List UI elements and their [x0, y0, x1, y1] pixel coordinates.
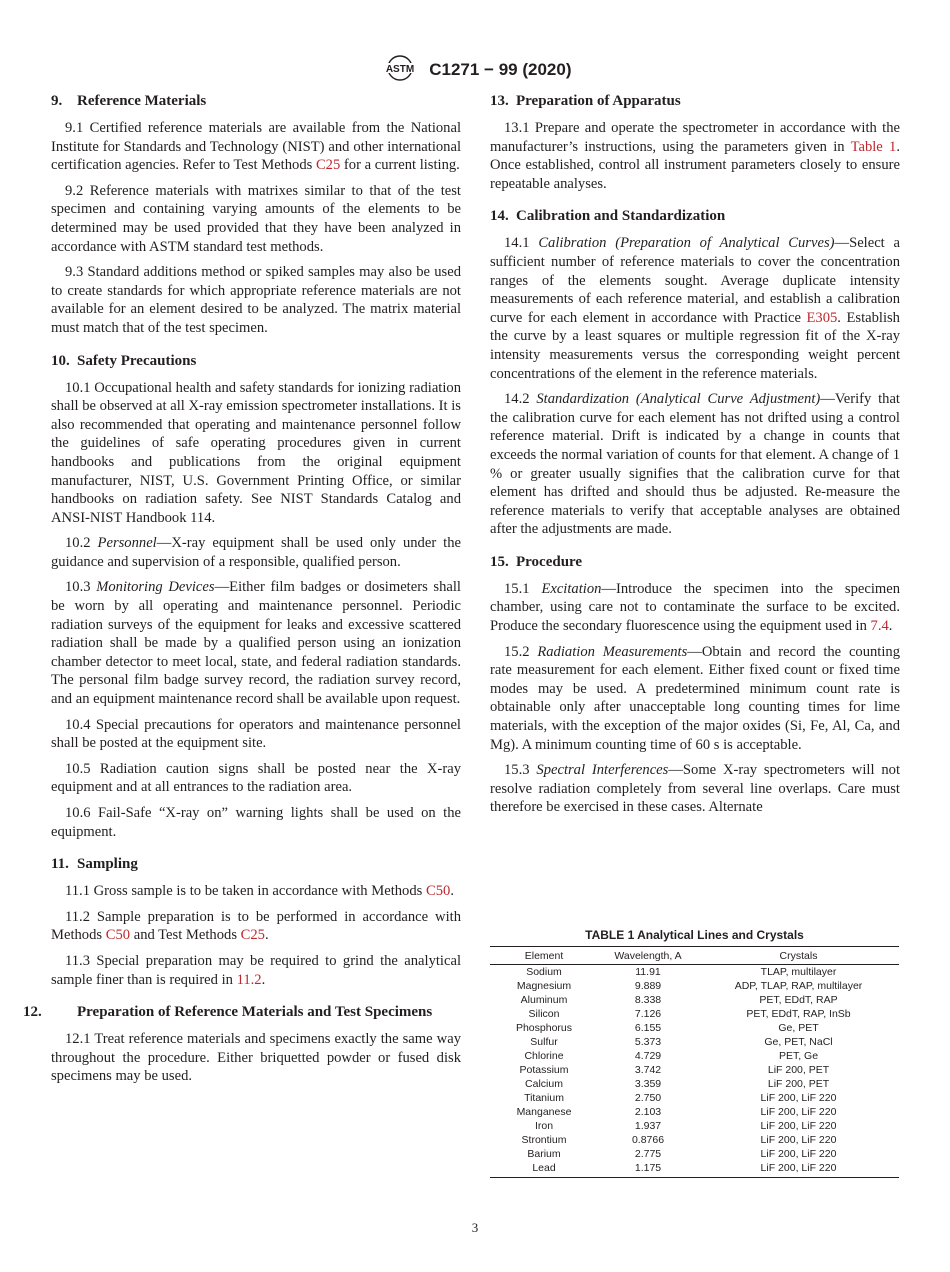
analytical-lines-table — [490, 946, 899, 1178]
table-row — [490, 1147, 899, 1161]
table-cell: LiF 200, PET — [767, 1064, 830, 1076]
table-cell: PET, EDdT, RAP — [759, 994, 838, 1006]
table-row — [490, 965, 899, 980]
link-table-1[interactable]: Table 1 — [850, 138, 897, 155]
paragraph-10-4: 10.4 Special precautions for operators and maintenance personnel shall be posted at the equipment site. — [51, 716, 461, 752]
table-row — [490, 993, 899, 1007]
table-cell: Ge, PET — [778, 1022, 819, 1034]
table-cell: 8.338 — [634, 994, 662, 1006]
section-13 — [490, 92, 900, 193]
table-cell: 4.729 — [634, 1050, 662, 1062]
table-cell: Phosphorus — [515, 1022, 573, 1034]
table-cell: Titanium — [524, 1092, 564, 1104]
table-cell: Manganese — [516, 1106, 572, 1118]
table-cell: LiF 200, LiF 220 — [760, 1106, 837, 1118]
table-cell: Lead — [490, 1161, 598, 1178]
table-row — [490, 1161, 899, 1178]
table-cell: 9.889 — [634, 980, 662, 992]
paragraph-9-1: 9.1 Certified reference materials are available from the National Institute for Standards and Technology (NIST) and other international certification agencies. Refer to Test Methods C25 for a current listing. — [51, 120, 461, 174]
link-11-2[interactable]: 11.2 — [236, 971, 262, 988]
table-row — [490, 1007, 899, 1021]
link-7-4[interactable]: 7.4 — [870, 618, 889, 635]
table-cell: 3.359 — [634, 1078, 662, 1090]
page-header — [0, 56, 950, 84]
link-c25[interactable]: C25 — [240, 927, 265, 944]
table-header-row — [490, 947, 899, 965]
section-15 — [490, 553, 900, 817]
paragraph-10-3: 10.3 Monitoring Devices—Either film badges or dosimeters shall be worn by all operating and maintenance personnel. Periodic radiation surveys of the equipment for leaks and excessive scattered radiation shall be made by a qualified person using an ionization chamber detector to meet local, state, and federal radiation standards. The personal film badge survey record, the radiation survey record, and an equipment maintenance record shall be available upon request. — [51, 579, 461, 708]
table-cell: 1.937 — [634, 1120, 662, 1132]
table-cell: 3.742 — [634, 1064, 662, 1076]
section-heading: 9. Reference Materials — [51, 93, 207, 109]
table-row — [490, 1021, 899, 1035]
table-row — [490, 1091, 899, 1105]
table-cell: Potassium — [519, 1064, 569, 1076]
paragraph-13-1: 13.1 Prepare and operate the spectrometer in accordance with the manufacturer’s instructions, using the parameters given in Table 1. Once established, control all instrument parameters closely to ensure repeatable analyses. — [490, 120, 900, 192]
table-cell: LiF 200, LiF 220 — [760, 1120, 837, 1132]
table-cell: TLAP, multilayer — [760, 966, 837, 978]
paragraph-11-2: 11.2 Sample preparation is to be performed in accordance with Methods C50 and Test Methods C25. — [51, 908, 461, 944]
paragraph-10-1: 10.1 Occupational health and safety standards for ionizing radiation shall be observed at all X-ray emission spectrometer installations. It is also recommended that operating and maintenance personnel follow the guidelines of safe operating procedures given in current handbooks and publications from the original equipment manufacturer, NIST, U.S. Government Printing Office, or similar handbooks on radiation safety. See NIST Standards Catalog and ANSI-NIST Handbook 114. — [51, 379, 461, 526]
section-heading: 11. Sampling — [51, 856, 138, 873]
table-cell: Aluminum — [520, 994, 568, 1006]
table-cell: Magnesium — [516, 980, 572, 992]
table-cell: Calcium — [525, 1078, 563, 1090]
paragraph-9-2: 9.2 Reference materials with matrixes similar to that of the test specimen and containing varying amounts of the elements to be determined may be used provided that they have been analyzed in accordance with ASTM standard test methods. — [51, 182, 461, 255]
paragraph-10-6: 10.6 Fail-Safe “X-ray on” warning lights shall be used on the equipment. — [51, 805, 461, 840]
paragraph-12-1: 12.1 Treat reference materials and specimens exactly the same way throughout the procedure. Either briquetted powder or fused disk specimens may be used. — [51, 1031, 461, 1085]
left-column — [23, 92, 462, 1100]
paragraph-11-1: 11.1 Gross sample is to be taken in accordance with Methods C50. — [65, 883, 454, 900]
section-11 — [51, 855, 461, 989]
section-heading: 14. Calibration and Standardization — [490, 208, 726, 225]
table-title: TABLE 1 Analytical Lines and Crystals — [585, 928, 804, 942]
table-cell: LiF 200, LiF 220 — [760, 1134, 837, 1146]
section-heading: 13. Preparation of Apparatus — [490, 93, 681, 109]
right-column — [490, 92, 900, 831]
table-cell: 1.175 — [598, 1161, 698, 1178]
table-cell: LiF 200, LiF 220 — [698, 1161, 899, 1178]
paragraph-10-2: 10.2 Personnel—X-ray equipment shall be used only under the guidance and supervision of a responsible, qualified person. — [51, 535, 462, 570]
table-cell: 5.373 — [634, 1036, 662, 1048]
link-c25[interactable]: C25 — [315, 157, 341, 174]
table-cell: Sulfur — [530, 1036, 558, 1048]
section-heading: 10. Safety Precautions — [51, 352, 197, 369]
paragraph-15-3: 15.3 Spectral Interferences—Some X-ray spectrometers will not resolve radiation completely from several line overlaps. Care must therefore be exercised in these cases. Alternate — [490, 762, 900, 816]
astm-logo-text: ASTM — [385, 64, 414, 75]
table-cell: Ge, PET, NaCl — [764, 1036, 833, 1048]
table-cell: 2.750 — [634, 1092, 662, 1104]
link-c50[interactable]: C50 — [105, 927, 131, 944]
table-row — [490, 1105, 899, 1119]
paragraph-9-3: 9.3 Standard additions method or spiked samples may also be used to create standards for which appropriate reference materials are not available for an element desired to be analyzed. The matrix material must match that of the test specimen. — [51, 264, 461, 336]
astm-logo-icon — [379, 54, 421, 82]
table-cell: 7.126 — [634, 1008, 662, 1020]
table-cell: 2.103 — [634, 1106, 662, 1118]
table-cell: LiF 200, LiF 220 — [760, 1148, 837, 1160]
section-14 — [490, 207, 900, 539]
table-row — [490, 1063, 899, 1077]
paragraph-10-5: 10.5 Radiation caution signs shall be posted near the X-ray equipment and at all entrances to the radiation area. — [51, 760, 461, 796]
paragraph-15-1: 15.1 Excitation—Introduce the specimen into the specimen chamber, using care not to contaminate the surface to be excited. Produce the secondary fluorescence using the equipment used in 7.4. — [490, 580, 900, 635]
table-cell: Iron — [534, 1120, 554, 1132]
table-row — [490, 1035, 899, 1049]
section-9 — [51, 92, 461, 338]
paragraph-14-1: 14.1 Calibration (Preparation of Analytical Curves)—Select a sufficient number of reference materials to cover the concentration ranges of the elements sought. Average duplicate intensity measurements of each reference material, and establish a calibration curve for each element in accordance with Practice E305. Establish the curve by a least squares or multiple regression fit of the X-ray intensity measurements versus the corresponding weight percent concentrations of the element in the reference materials. — [490, 235, 900, 382]
page-number: 3 — [471, 1220, 479, 1235]
table-cell: LiF 200, PET — [767, 1078, 830, 1090]
section-heading: 12. Preparation of Reference Materials and Test Specimens — [23, 1004, 433, 1021]
paragraph-15-2: 15.2 Radiation Measurements—Obtain and record the counting rate measurement for each element. Either fixed count or fixed time modes may be used. A predetermined minimum count rate is obtainable only after unacceptable long counting times for lime materials, with the exception of the major oxides (Si, Fe, Al, Ca, and Mg). A minimum counting time of 60 s is acceptable. — [490, 643, 901, 753]
table-cell: ADP, TLAP, RAP, multilayer — [734, 980, 863, 992]
column-header: Crystals — [698, 947, 899, 965]
table-row — [490, 1133, 899, 1147]
table-cell: Strontium — [521, 1134, 567, 1146]
link-c50[interactable]: C50 — [425, 883, 451, 900]
column-header: Wavelength, A — [598, 947, 698, 965]
table-cell: LiF 200, LiF 220 — [760, 1092, 837, 1104]
table-cell: Barium — [527, 1148, 561, 1160]
link-e305[interactable]: E305 — [806, 309, 838, 326]
table-cell: Chlorine — [524, 1050, 564, 1062]
table-row — [490, 1119, 899, 1133]
document-id: C1271 − 99 (2020) — [429, 60, 572, 79]
table-row — [490, 979, 899, 993]
table-cell: 11.91 — [635, 966, 661, 978]
table-cell: PET, EDdT, RAP, InSb — [746, 1008, 851, 1020]
table-cell: Silicon — [528, 1008, 560, 1020]
table-cell: PET, Ge — [778, 1050, 819, 1062]
table-cell: 0.8766 — [631, 1134, 665, 1146]
paragraph-14-2: 14.2 Standardization (Analytical Curve Adjustment)—Verify that the calibration curve for each element has not drifted using a control reference material. Drift is indicated by a change in counts that exceeds the normal variation of counts for that element. A change of 1 % or greater usually signifies that the calibration curve for that element has drifted and should thus be adjusted. Re-measure the reference materials to verify that acceptable analyses are obtained after the adjustments are made. — [490, 391, 900, 538]
section-12 — [23, 1003, 461, 1086]
section-10 — [51, 352, 461, 842]
table-cell: Sodium — [526, 966, 562, 978]
table-cell: 2.775 — [634, 1148, 662, 1160]
table-1 — [490, 928, 899, 1178]
table-row — [490, 1049, 899, 1063]
paragraph-11-3: 11.3 Special preparation may be required to grind the analytical sample finer than is required in 11.2. — [51, 952, 461, 988]
column-header: Element — [490, 947, 598, 965]
table-cell: 6.155 — [634, 1022, 662, 1034]
table-row — [490, 1077, 899, 1091]
section-heading: 15. Procedure — [490, 553, 583, 570]
